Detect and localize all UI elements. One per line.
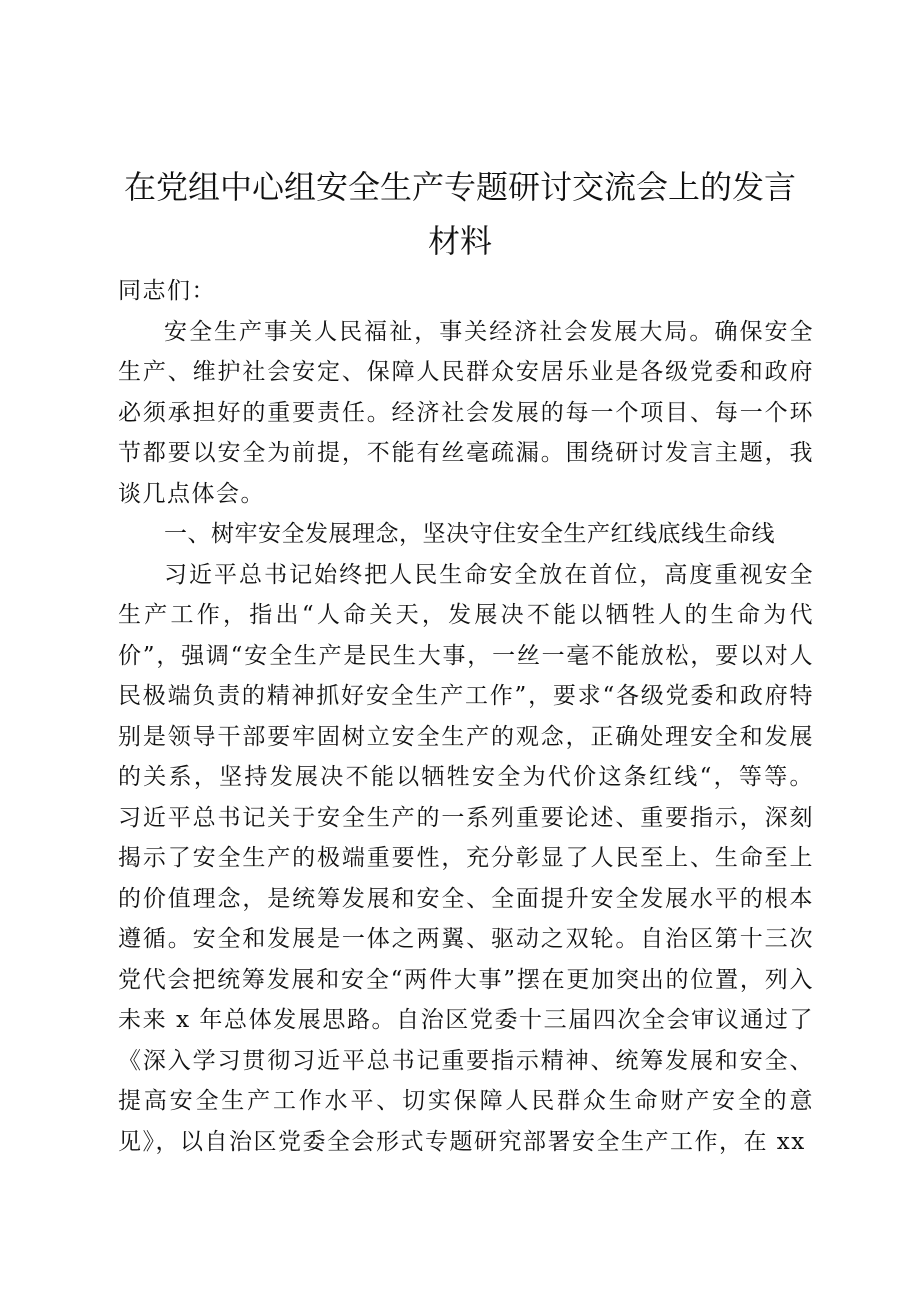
section-paragraph: 习近平总书记始终把人民生命安全放在首位，高度重视安全生产工作，指出“人命关天，发展决不能以牺牲人的生命为代价”，强调“安全生产是民生大事，一丝一毫不能放松，要以对人民极端负责的精神抓好安全生产工作”，要求“各级党委和政府特别是领导干部要牢固树立安全生产的观念，正确处理安全和发展的关系，坚持发展决不能以牺牲安全为代价这条红线“，等等。习近平总书记关于安全生产的一系列重要论述、重要指示，深刻揭示了安全生产的极端重要性，充分彰显了人民至上、生命至上的价值理念，是统筹发展和安全、全面提升安全发展水平的根本遵循。安全和发展是一体之两翼、驱动之双轮。自治区第十三次党代会把统筹发展和安全“两件大事”摆在更加突出的位置，列入未来 x 年总体发展思路。自治区党委十三届四次全会审议通过了《深入学习贯彻习近平总书记重要指示精神、统筹发展和安全、提高安全生产工作水平、切实保障人民群众生命财产安全的意见》，以自治区党委全会形式专题研究部署安全生产工作，在 xx: [118, 561, 814, 1155]
salutation: 同志们：: [118, 278, 216, 304]
document-title: 在党组中心组安全生产专题研讨交流会上的发言材料: [123, 168, 796, 260]
document-body: [118, 271, 814, 1162]
section-heading: 一、树牢安全发展理念，坚决守住安全生产红线底线生命线: [164, 521, 775, 547]
intro-paragraph: 安全生产事关人民福祉，事关经济社会发展大局。确保安全生产、维护社会安定、保障人民群众安居乐业是各级党委和政府必须承担好的重要责任。经济社会发展的每一个项目、每一个环节都要以安全为前提，不能有丝毫疏漏。围绕研讨发言主题，我谈几点体会。: [118, 318, 814, 507]
